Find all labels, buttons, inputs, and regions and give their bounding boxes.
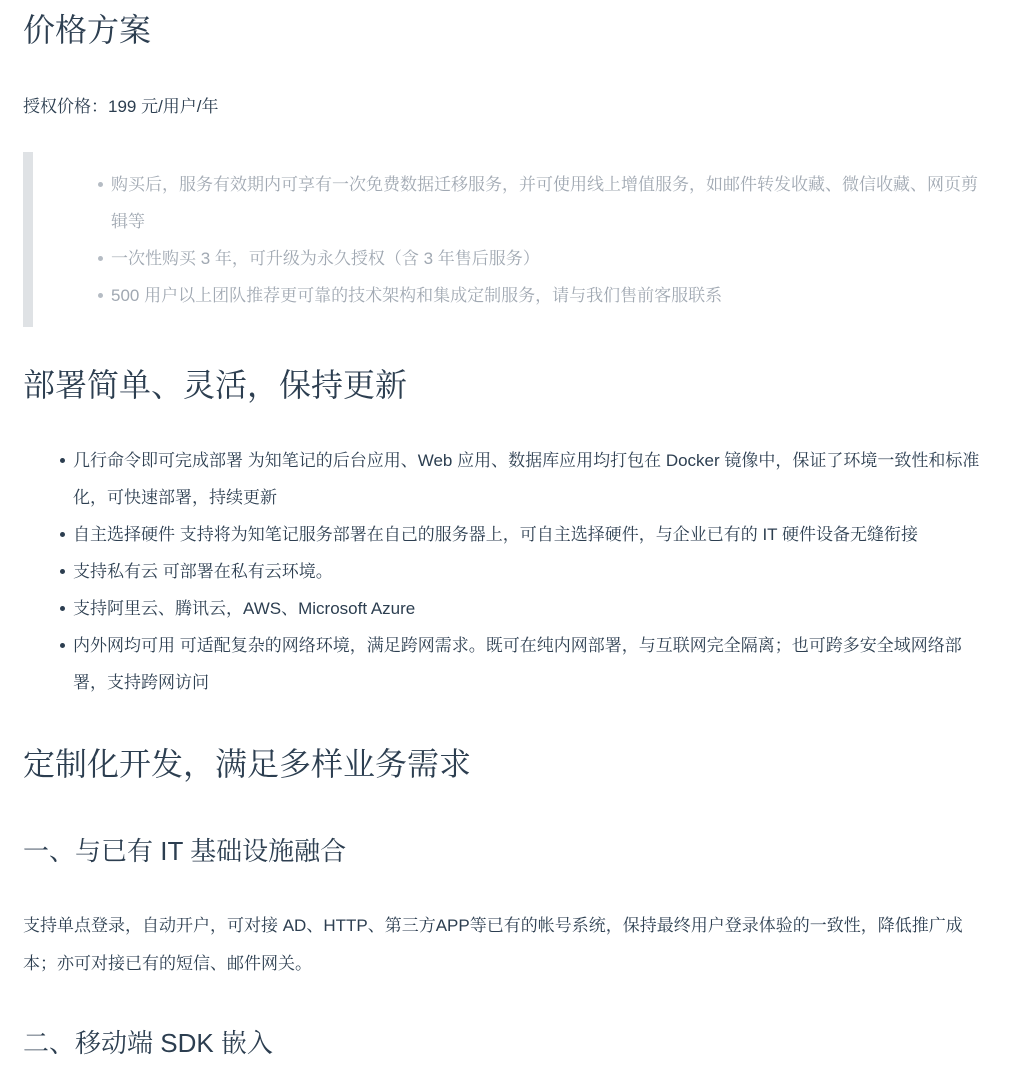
it-integration-desc: 支持单点登录，自动开户，可对接 AD、HTTP、第三方APP等已有的帐号系统，保持最终用户登录体验的一致性，降低推广成本；亦可对接已有的短信、邮件网关。: [23, 916, 963, 973]
deploy-feature-list: [23, 442, 983, 701]
deploy-feature-item: 支持阿里云、腾讯云，AWS、Microsoft Azure: [73, 590, 983, 627]
pricing-notes-quote: [23, 152, 983, 327]
pricing-note-item: 购买后，服务有效期内可享有一次免费数据迁移服务，并可使用线上增值服务，如邮件转发收藏、微信收藏、网页剪辑等: [111, 166, 983, 240]
deploy-feature-item: 几行命令即可完成部署 为知笔记的后台应用、Web 应用、数据库应用均打包在 Docker 镜像中，保证了环境一致性和标准化，可快速部署，持续更新: [73, 442, 983, 516]
deploy-title: 部署简单、灵活，保持更新: [23, 367, 408, 403]
pricing-note-item: 一次性购买 3 年，可升级为永久授权（含 3 年售后服务）: [111, 240, 983, 277]
pricing-notes-list: [33, 166, 983, 314]
deploy-feature-item: 自主选择硬件 支持将为知笔记服务部署在自己的服务器上，可自主选择硬件，与企业已有的 IT 硬件设备无缝衔接: [73, 516, 983, 553]
deploy-feature-item: 支持私有云 可部署在私有云环境。: [73, 553, 983, 590]
pricing-note-item: 500 用户以上团队推荐更可靠的技术架构和集成定制服务，请与我们售前客服联系: [111, 277, 983, 314]
mobile-sdk-title: 二、移动端 SDK 嵌入: [23, 1028, 273, 1058]
deploy-feature-item: 内外网均可用 可适配复杂的网络环境，满足跨网需求。既可在纯内网部署，与互联网完全隔离；也可跨多安全域网络部署，支持跨网访问: [73, 627, 983, 701]
pricing-title: 价格方案: [23, 12, 152, 48]
it-integration-title: 一、与已有 IT 基础设施融合: [23, 836, 347, 866]
license-price: 授权价格：199 元/用户/年: [23, 97, 219, 116]
custom-title: 定制化开发，满足多样业务需求: [23, 746, 472, 782]
